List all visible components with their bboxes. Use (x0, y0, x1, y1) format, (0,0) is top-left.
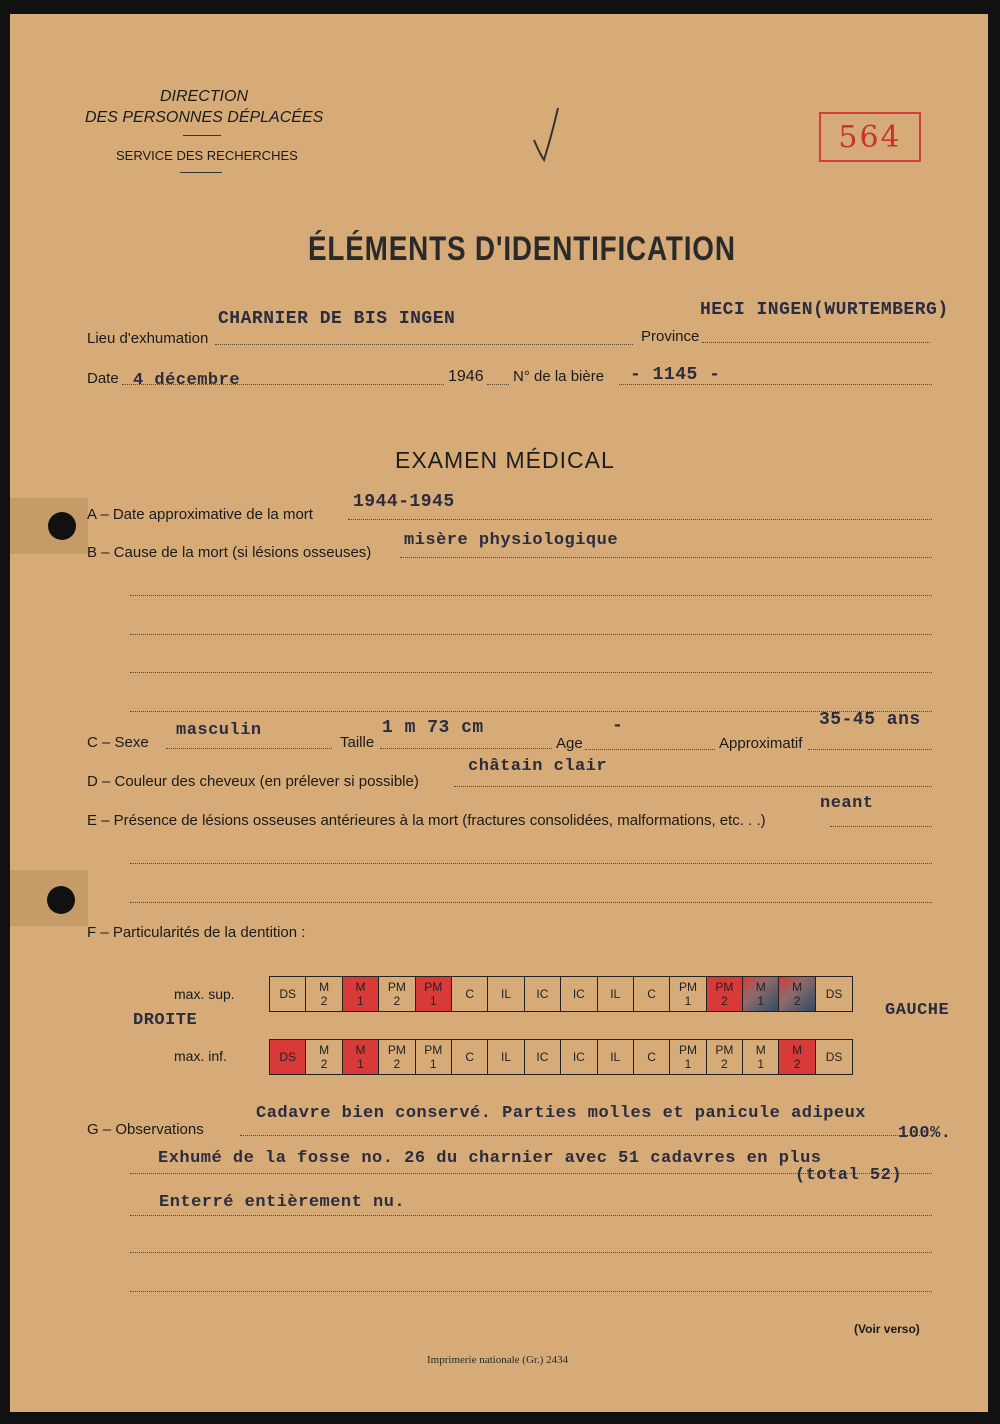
tooth-type: IC (536, 987, 549, 1001)
sexe-value: masculin (176, 721, 262, 740)
tooth-type: PM (678, 1043, 697, 1057)
header-divider (180, 172, 222, 173)
date-value: 4 décembre (133, 371, 241, 390)
lieu-value: CHARNIER DE BIS INGEN (218, 309, 456, 329)
tooth-type: IL (610, 987, 621, 1001)
e-value: neant (820, 794, 874, 813)
tooth-number: 1 (757, 1057, 765, 1071)
obs-line1: Cadavre bien conservé. Parties molles et panicule adipeux (256, 1104, 866, 1123)
biere-label: N° de la bière (513, 368, 605, 385)
droite-label: DROITE (133, 1011, 198, 1030)
tooth-number: 2 (793, 1057, 801, 1071)
age-label: Age (556, 735, 583, 752)
tooth-type: M (355, 1043, 366, 1057)
tooth-cell (416, 1040, 452, 1074)
tooth-type: IL (501, 987, 512, 1001)
tooth-cell (670, 977, 706, 1011)
dotted-line (400, 557, 932, 558)
e-label: E – Présence de lésions osseuses antérieures à la mort (fractures consolidées, malformations, etc. . .) (87, 812, 766, 829)
dotted-line (130, 595, 932, 596)
dotted-line (240, 1135, 932, 1136)
province-label: Province (641, 328, 700, 345)
approx-value: 35-45 ans (819, 710, 921, 730)
page-title: ÉLÉMENTS D'IDENTIFICATION (308, 230, 736, 268)
tooth-type: PM (424, 1043, 443, 1057)
dotted-line (130, 863, 932, 864)
taille-label: Taille (340, 734, 375, 751)
tooth-cell (598, 977, 634, 1011)
tooth-type: PM (387, 980, 406, 994)
max-sup-label: max. sup. (174, 986, 235, 1002)
tooth-number: 1 (429, 994, 437, 1008)
tooth-type: DS (825, 1050, 843, 1064)
dotted-line (166, 748, 332, 749)
obs-line1b: 100%. (898, 1124, 952, 1143)
header-divider (183, 135, 221, 136)
tooth-cell (452, 977, 488, 1011)
tooth-cell (379, 977, 415, 1011)
tooth-type: IL (610, 1050, 621, 1064)
tooth-cell (598, 1040, 634, 1074)
f-label: F – Particularités de la dentition : (87, 924, 306, 941)
dotted-line (380, 748, 552, 749)
printer-imprint: Imprimerie nationale (Gr.) 2434 (427, 1354, 569, 1366)
dotted-line (130, 902, 932, 903)
tooth-cell (343, 1040, 379, 1074)
d-value: châtain clair (468, 757, 608, 776)
tooth-cell (707, 1040, 743, 1074)
max-inf-label: max. inf. (174, 1048, 227, 1064)
tooth-number: 1 (684, 1057, 692, 1071)
tooth-cell (779, 1040, 815, 1074)
dotted-line (454, 786, 932, 787)
dotted-line (130, 1215, 932, 1216)
dotted-line (215, 344, 633, 345)
obs-line2b: (total 52) (795, 1166, 903, 1185)
tooth-cell (525, 1040, 561, 1074)
tooth-cell (634, 1040, 670, 1074)
biere-value: - 1145 - (630, 365, 721, 385)
dotted-line (808, 749, 932, 750)
dotted-line (585, 749, 715, 750)
a-value: 1944-1945 (353, 492, 455, 512)
dotted-line (487, 384, 509, 385)
tooth-number: 2 (721, 994, 728, 1008)
tooth-type: IC (572, 987, 585, 1001)
date-label: Date (87, 370, 119, 387)
tooth-cell (488, 977, 524, 1011)
tooth-type: PM (715, 980, 734, 994)
tooth-number: 2 (721, 1057, 728, 1071)
d-label: D – Couleur des cheveux (en prélever si possible) (87, 773, 419, 790)
tooth-number: 2 (320, 994, 328, 1008)
province-value: HECI INGEN(WURTEMBERG) (700, 300, 949, 320)
tooth-type: IC (572, 1050, 585, 1064)
tooth-cell (452, 1040, 488, 1074)
voir-verso: (Voir verso) (854, 1322, 920, 1336)
tooth-cell (779, 977, 815, 1011)
tooth-cell (816, 977, 852, 1011)
dotted-line (130, 672, 932, 673)
approx-label: Approximatif (719, 735, 803, 752)
tooth-cell (634, 977, 670, 1011)
tooth-type: PM (715, 1043, 734, 1057)
lower-teeth-chart (269, 1039, 853, 1075)
tooth-type: M (319, 980, 330, 994)
tooth-number: 1 (357, 994, 364, 1008)
tooth-type: DS (279, 987, 297, 1001)
age-value: - (612, 716, 624, 736)
tooth-type: DS (279, 1050, 297, 1064)
tooth-number: 2 (320, 1057, 328, 1071)
tooth-type: M (319, 1043, 330, 1057)
dotted-line (702, 342, 930, 343)
tooth-number: 1 (684, 994, 692, 1008)
tooth-cell (379, 1040, 415, 1074)
tooth-cell (561, 1040, 597, 1074)
tooth-type: PM (678, 980, 697, 994)
tooth-cell (525, 977, 561, 1011)
tooth-type: M (755, 980, 766, 994)
tooth-cell (270, 977, 306, 1011)
obs-line2: Exhumé de la fosse no. 26 du charnier avec 51 cadavres en plus (158, 1149, 822, 1168)
tooth-cell (270, 1040, 306, 1074)
tooth-number: 2 (393, 1057, 401, 1071)
taille-value: 1 m 73 cm (382, 718, 484, 738)
tooth-type: M (792, 1043, 803, 1057)
tooth-cell (743, 977, 779, 1011)
exam-title: EXAMEN MÉDICAL (395, 447, 615, 473)
tooth-cell (561, 977, 597, 1011)
tooth-type: C (647, 1050, 656, 1064)
tooth-cell (306, 977, 342, 1011)
tooth-type: IL (501, 1050, 512, 1064)
gauche-label: GAUCHE (885, 1001, 950, 1020)
dotted-line (830, 826, 932, 827)
tooth-type: M (755, 1043, 766, 1057)
tooth-type: IC (536, 1050, 549, 1064)
a-label: A – Date approximative de la mort (87, 506, 313, 523)
tooth-number: 1 (757, 994, 765, 1008)
file-number-stamp: 564 (819, 112, 921, 162)
year-value: 1946 (448, 368, 484, 385)
obs-line3: Enterré entièrement nu. (159, 1193, 406, 1212)
tooth-type: C (465, 987, 474, 1001)
b-value: misère physiologique (404, 531, 619, 550)
tooth-number: 2 (393, 994, 401, 1008)
tooth-type: M (355, 980, 366, 994)
dotted-line (130, 1291, 932, 1292)
header-org: DES PERSONNES DÉPLACÉES (85, 109, 324, 126)
dotted-line (130, 634, 932, 635)
c-label: C – Sexe (87, 734, 149, 751)
tooth-cell (343, 977, 379, 1011)
tooth-number: 1 (429, 1057, 437, 1071)
dotted-line (130, 711, 932, 712)
tooth-cell (416, 977, 452, 1011)
g-label: G – Observations (87, 1121, 204, 1138)
tooth-type: PM (387, 1043, 406, 1057)
b-label: B – Cause de la mort (si lésions osseuses) (87, 544, 372, 561)
dotted-line (348, 519, 932, 520)
tooth-type: M (792, 980, 803, 994)
punch-hole (47, 886, 75, 914)
tooth-cell (743, 1040, 779, 1074)
tooth-number: 1 (357, 1057, 364, 1071)
tooth-cell (670, 1040, 706, 1074)
tooth-type: PM (424, 980, 443, 994)
tooth-cell (707, 977, 743, 1011)
dotted-line (130, 1252, 932, 1253)
tooth-type: C (465, 1050, 474, 1064)
tooth-type: C (647, 987, 656, 1001)
header-service: SERVICE DES RECHERCHES (116, 148, 298, 163)
lieu-label: Lieu d'exhumation (87, 330, 209, 347)
upper-teeth-chart (269, 976, 853, 1012)
tooth-cell (488, 1040, 524, 1074)
punch-hole (48, 512, 76, 540)
header-direction: DIRECTION (160, 88, 248, 105)
tooth-cell (816, 1040, 852, 1074)
tooth-cell (306, 1040, 342, 1074)
tooth-type: DS (825, 987, 843, 1001)
tooth-number: 2 (793, 994, 801, 1008)
check-mark-icon (528, 104, 568, 164)
